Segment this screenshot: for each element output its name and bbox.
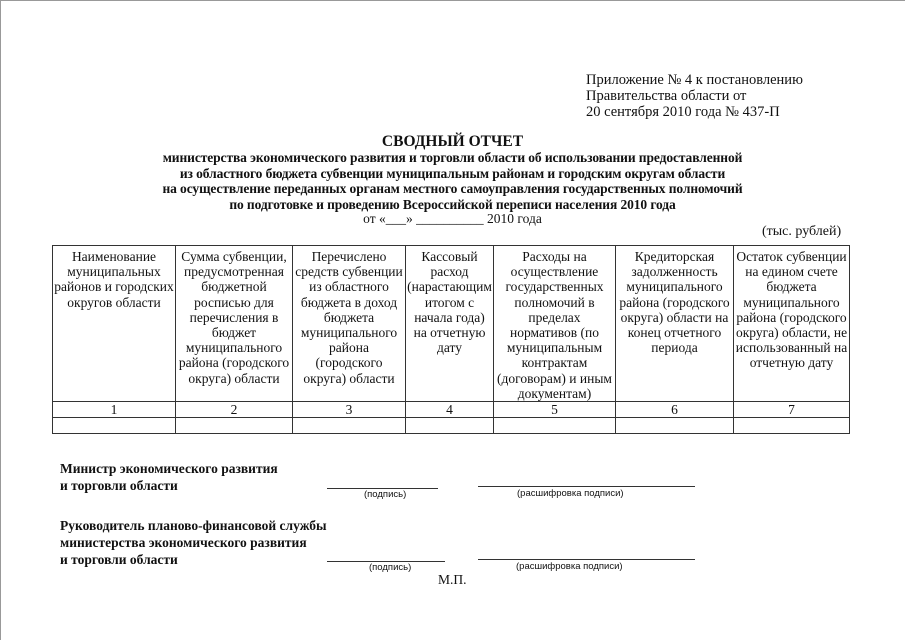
document-subtitle	[0, 150, 905, 212]
table-cell	[176, 418, 293, 434]
table-cell	[406, 418, 494, 434]
column-number: 7	[734, 402, 850, 418]
stamp-place-label: М.П.	[438, 572, 467, 587]
table-header-row	[53, 246, 850, 402]
column-number: 1	[53, 402, 176, 418]
column-header-transferred-funds: Перечислено средств субвенции из областного бюджета в доход бюджета муниципального района (городского округа) области	[293, 246, 406, 402]
column-header-remaining-balance: Остаток субвенции на едином счете бюджета муниципального района (городского округа) области, не использованный на отчетную дату	[734, 246, 850, 402]
units-label: (тыс. рублей)	[762, 224, 842, 239]
table-cell	[616, 418, 734, 434]
appendix-line: Правительства области от	[586, 88, 747, 104]
column-number: 4	[406, 402, 494, 418]
finance-head-signature-title	[60, 517, 327, 568]
subtitle-line: по подготовке и проведению Всероссийской переписи населения 2010 года	[229, 196, 676, 212]
signature-caption: (подпись)	[369, 562, 412, 573]
page-border-top	[0, 0, 905, 1]
column-number: 3	[293, 402, 406, 418]
column-header-accounts-payable: Кредиторская задолженность муниципального района (городского округа) области на конец отчетного периода	[616, 246, 734, 402]
table-cell	[494, 418, 616, 434]
appendix-line: 20 сентября 2010 года № 437-П	[586, 104, 780, 120]
subtitle-line: на осуществление переданных органам местного самоуправления государственных полномочий	[162, 181, 743, 196]
signature-position-line: Министр экономического развития	[60, 461, 278, 476]
signature-caption: (подпись)	[364, 489, 407, 500]
column-number: 6	[616, 402, 734, 418]
table-cell	[293, 418, 406, 434]
appendix-line: Приложение № 4 к постановлению	[586, 72, 803, 88]
table-cell	[734, 418, 850, 434]
finance-head-decode-line	[478, 559, 695, 560]
table-row	[53, 418, 850, 434]
report-table	[52, 245, 850, 434]
minister-signature-title	[60, 460, 278, 494]
document-title: СВОДНЫЙ ОТЧЕТ	[381, 133, 524, 150]
page-border-left	[0, 0, 1, 640]
column-header-planned-subvention: Сумма субвенции, предусмотренная бюджетной росписью для перечисления в бюджет муниципального района (городского округа) области	[176, 246, 293, 402]
subtitle-line: министерства экономического развития и торговли области об использовании предоставленной	[162, 150, 743, 165]
signature-position-line: и торговли области	[60, 478, 178, 493]
decode-caption: (расшифровка подписи)	[516, 561, 623, 572]
table-cell	[53, 418, 176, 434]
column-number: 5	[494, 402, 616, 418]
signature-position-line: и торговли области	[60, 552, 178, 567]
column-header-cash-expense: Кассовый расход (нарастающим итогом с начала года) на отчетную дату	[406, 246, 494, 402]
subtitle-line: из областного бюджета субвенции муниципальным районам и городским округам области	[179, 165, 726, 181]
decode-caption: (расшифровка подписи)	[517, 488, 624, 499]
column-header-municipality: Наименование муниципальных районов и городских округов области	[53, 246, 176, 402]
column-header-expenses: Расходы на осуществление государственных полномочий в пределах нормативов (по муниципальным контрактам (договорам) и иным документам)	[494, 246, 616, 402]
appendix-reference	[586, 72, 803, 120]
column-number: 2	[176, 402, 293, 418]
signature-position-line: министерства экономического развития	[60, 535, 307, 550]
minister-decode-line	[478, 486, 695, 487]
column-number-row	[53, 402, 850, 418]
report-date-line: от «___» __________ 2010 года	[363, 211, 542, 226]
signature-position-line: Руководитель планово-финансовой службы	[60, 518, 327, 533]
